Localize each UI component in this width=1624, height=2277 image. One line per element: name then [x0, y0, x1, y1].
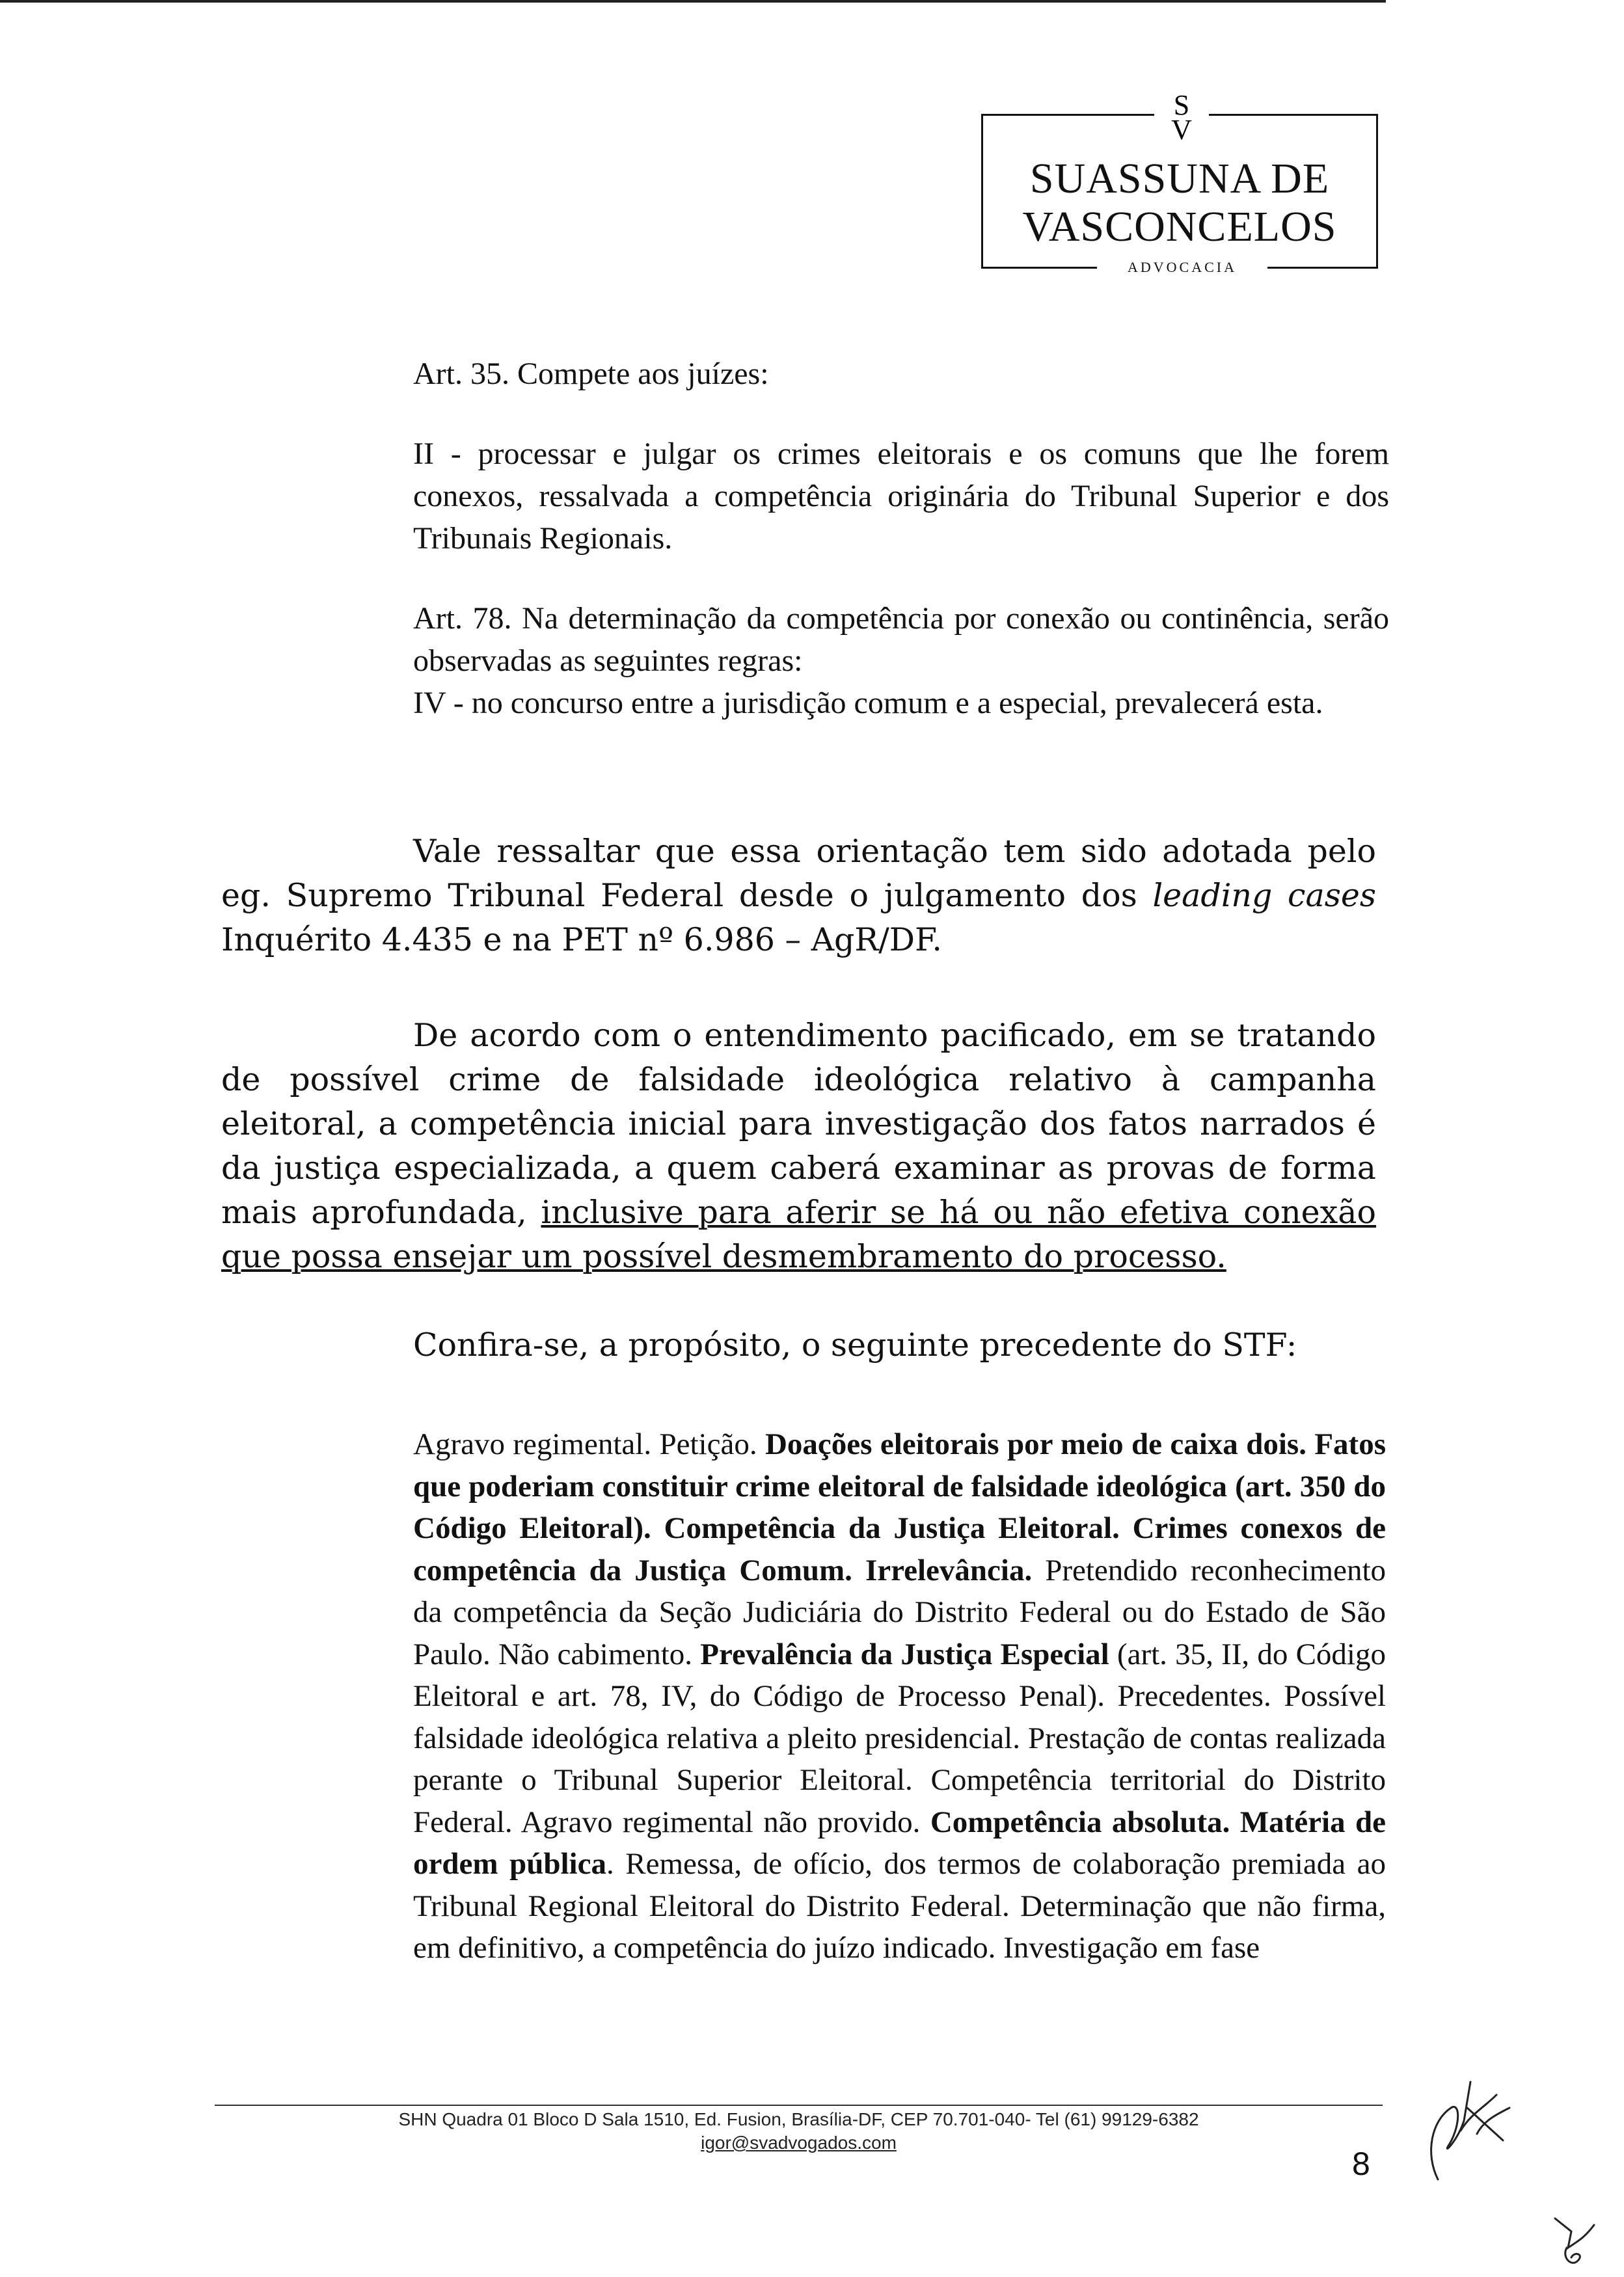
quote-text-2: Pretendido reconhecimento da competência da Seção Judiciária do Distrito Federal ou do Estado de São Paulo. Não cabimento.: [413, 1553, 1387, 1671]
paragraph-precedent-stf: [221, 829, 1376, 962]
art35-item: II - processar e julgar os crimes eleitorais e os comuns que lhe forem conexos, ressalvada a competência originária do Tribunal Superior e dos Tribunais Regionais.: [413, 437, 1389, 556]
paragraph-3: Confira-se, a propósito, o seguinte precedente do STF:: [413, 1327, 1297, 1364]
letterhead-logo: [981, 91, 1378, 275]
quote-bold-1: Doações eleitorais por meio de caixa dois. Fatos que poderiam constituir crime eleitoral de falsidade ideológica (art. 350 do Código Eleitoral). Competência da Justiça Eleitoral. Crimes conexos de competência da Justiça Comum. Irrelevância.: [413, 1427, 1386, 1587]
p2-underlined: inclusive para aferir se há ou não efetiva conexão que possa ensejar um possível desmembramento do processo.: [221, 1194, 1377, 1275]
svg-text:S: S: [1173, 91, 1190, 121]
paragraph-1: [221, 829, 1376, 962]
footer-rule: [215, 2105, 1383, 2106]
quote-text-4: . Remessa, de ofício, dos termos de colaboração premiada ao Tribunal Regional Eleitoral do Distrito Federal. Determinação que não firma, em definitivo, a competência do juízo indicado. Investigação em fase: [413, 1847, 1386, 1965]
top-border-line: [0, 0, 1386, 3]
sv-monogram-icon: [1156, 91, 1208, 142]
firm-name-line1: SUASSUNA DE: [1029, 155, 1330, 202]
footer-address: SHN Quadra 01 Bloco D Sala 1510, Ed. Fusion, Brasília-DF, CEP 70.701-040- Tel (61) 99129-6382: [398, 2109, 1199, 2129]
p1-italic: leading cases: [1152, 877, 1376, 914]
footer-email-row: [215, 2131, 1383, 2155]
page-number: 8: [1352, 2146, 1370, 2182]
firm-subtitle: ADVOCACIA: [1128, 259, 1237, 275]
p1-text-a: Vale ressaltar que essa orientação tem sido adotada pelo eg. Supremo Tribunal Federal desde o julgamento dos: [221, 833, 1376, 914]
monogram-sv: [1156, 91, 1208, 149]
quote-bold-2: Prevalência da Justiça Especial: [700, 1637, 1109, 1671]
precedent-quote: [413, 1423, 1386, 1969]
signature-icon: [1399, 2069, 1529, 2186]
p1-text-b: Inquérito 4.435 e na PET nº 6.986 – AgR/DF.: [221, 921, 942, 958]
firm-name-line2: VASCONCELOS: [1022, 203, 1337, 250]
quote-text-3: (art. 35, II, do Código Eleitoral e art. 78, IV, do Código de Processo Penal). Precedentes. Possível falsidade ideológica relativa a pleito presidencial. Prestação de contas realizada perante o Tribunal Superior Eleitoral. Competência territorial do Distrito Federal. Agravo regimental não provido.: [413, 1637, 1386, 1839]
footer-email-link[interactable]: igor@svadvogados.com: [701, 2133, 897, 2153]
quote-bold-3: Competência absoluta. Matéria de ordem pública: [413, 1805, 1386, 1881]
art78-item: IV - no concurso entre a jurisdição comum e a especial, prevalecerá esta.: [413, 686, 1323, 720]
art78-heading: Art. 78. Na determinação da competência por conexão ou continência, serão observadas as seguintes regras:: [413, 601, 1389, 678]
quote-text-1: Agravo regimental. Petição.: [413, 1427, 765, 1461]
initials-icon: [1549, 2209, 1607, 2274]
svg-text:V: V: [1171, 114, 1192, 142]
legal-citation-block: [413, 353, 1389, 724]
p2-text-a: De acordo com o entendimento pacificado, em se tratando de possível crime de falsidade ideológica relativo à campanha eleitoral, a competência inicial para investigação dos fatos narrados é da justiça especializada, a quem caberá examinar as provas de forma mais aprofundada,: [221, 1017, 1376, 1231]
art35-heading: Art. 35. Compete aos juízes:: [413, 357, 769, 391]
paragraph-competence: [221, 1014, 1376, 1279]
paragraph-2: [221, 1014, 1376, 1279]
paragraph-confira: [221, 1323, 1376, 1368]
firm-name: [983, 155, 1376, 251]
